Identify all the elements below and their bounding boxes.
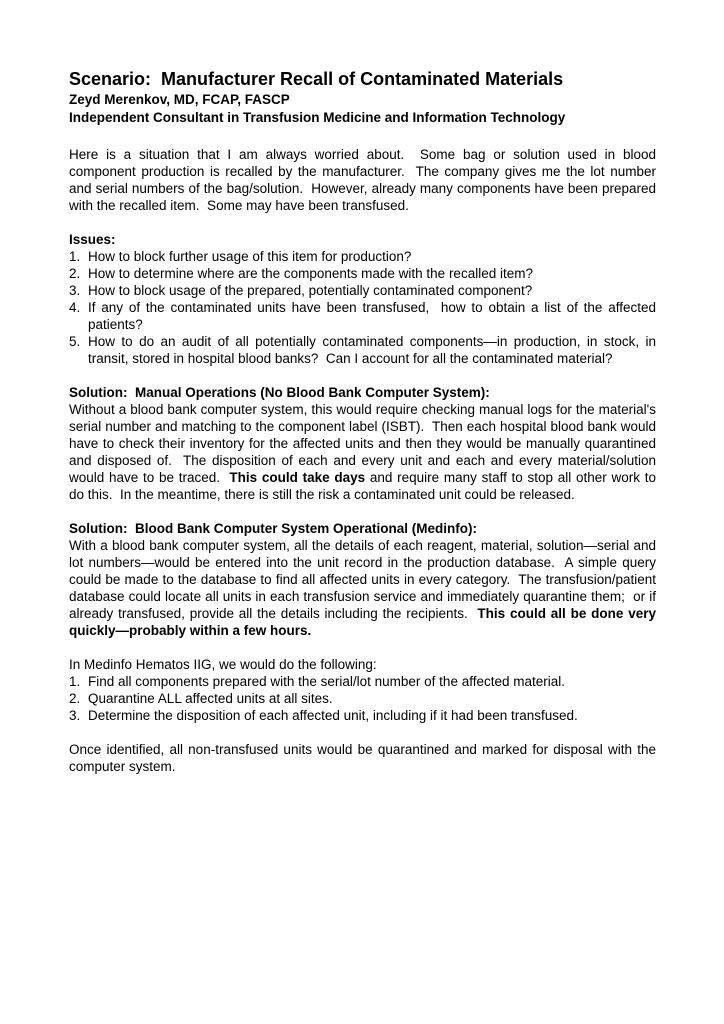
issue-number: 5. bbox=[69, 334, 81, 349]
step-text: Quarantine ALL affected units at all sites. bbox=[88, 691, 333, 706]
issue-text: How to block usage of the prepared, potentially contaminated component? bbox=[88, 283, 533, 298]
intro-paragraph: Here is a situation that I am always worried about. Some bag or solution used in blood component production is recalled by the manufacturer. The company gives me the lot number and serial numbers of the bag/solution. However, already many components have been prepared with the recalled item. Some may have been transfused. bbox=[69, 147, 660, 213]
step-number: 1. bbox=[69, 674, 81, 689]
medinfo-solution-section bbox=[69, 520, 660, 639]
manual-solution-text: and require many staff to stop all other work to do this. In the meantime, there is still the risk a contaminated unit could be released. bbox=[69, 470, 660, 502]
medinfo-steps-section bbox=[69, 656, 656, 724]
medinfo-step-item bbox=[69, 673, 656, 690]
document-content bbox=[69, 68, 660, 775]
issue-text: How to do an audit of all potentially contaminated components—in production, in stock, in transit, stored in hospital blood banks? Can I account for all the contaminated material? bbox=[88, 334, 660, 366]
issue-number: 2. bbox=[69, 266, 81, 281]
step-number: 3. bbox=[69, 708, 81, 723]
medinfo-steps-intro: In Medinfo Hematos IIG, we would do the following: bbox=[69, 657, 377, 672]
step-text: Find all components prepared with the serial/lot number of the affected material. bbox=[88, 674, 566, 689]
issue-item bbox=[69, 299, 660, 333]
manual-solution-bold-text: This could take days bbox=[229, 470, 366, 485]
issue-text: How to block further usage of this item for production? bbox=[88, 249, 412, 264]
step-number: 2. bbox=[69, 691, 81, 706]
manual-solution-paragraph bbox=[69, 401, 660, 503]
author-credentials: Independent Consultant in Transfusion Medicine and Information Technology bbox=[69, 109, 566, 125]
issue-item bbox=[69, 333, 660, 367]
issue-number: 1. bbox=[69, 249, 81, 264]
manual-solution-text: Without a blood bank computer system, this would require checking manual logs for the material's serial number and matching to the component label (ISBT). Then each hospital blood bank would have to check their inventory for the affected units and then they would be manually quarantined and disposed of. The disposition of each and every unit and each and every material/solution would have to be traced. bbox=[69, 402, 660, 485]
issues-heading: Issues: bbox=[69, 232, 116, 247]
medinfo-solution-bold-text: This could all be done very quickly—probably within a few hours. bbox=[69, 606, 660, 638]
issues-section bbox=[69, 231, 660, 367]
issue-number: 3. bbox=[69, 283, 81, 298]
manual-solution-heading: Solution: Manual Operations (No Blood Bank Computer System): bbox=[69, 385, 490, 400]
manual-solution-section bbox=[69, 384, 660, 503]
medinfo-solution-paragraph bbox=[69, 537, 660, 639]
medinfo-step-item bbox=[69, 690, 656, 707]
closing-paragraph: Once identified, all non-transfused units would be quarantined and marked for disposal with the computer system. bbox=[69, 742, 660, 774]
issue-item bbox=[69, 265, 656, 282]
issue-item bbox=[69, 248, 656, 265]
medinfo-solution-heading: Solution: Blood Bank Computer System Operational (Medinfo): bbox=[69, 521, 478, 536]
medinfo-step-item bbox=[69, 707, 656, 724]
step-text: Determine the disposition of each affected unit, including if it had been transfused. bbox=[88, 708, 578, 723]
issue-text: How to determine where are the components made with the recalled item? bbox=[88, 266, 533, 281]
issue-item bbox=[69, 282, 656, 299]
author-name: Zeyd Merenkov, MD, FCAP, FASCP bbox=[69, 92, 290, 107]
issue-text: If any of the contaminated units have been transfused, how to obtain a list of the affected patients? bbox=[88, 300, 660, 332]
medinfo-solution-text: With a blood bank computer system, all the details of each reagent, material, solution—serial and lot numbers—would be entered into the unit record in the production database. A simple query could be made to the database to find all affected units in every category. The transfusion/patient database could locate all units in each transfusion service and immediately quarantine them; or if already transfused, provide all the details including the recipients. bbox=[69, 538, 660, 621]
issue-number: 4. bbox=[69, 300, 81, 315]
document-title: Scenario: Manufacturer Recall of Contaminated Materials bbox=[69, 69, 564, 89]
